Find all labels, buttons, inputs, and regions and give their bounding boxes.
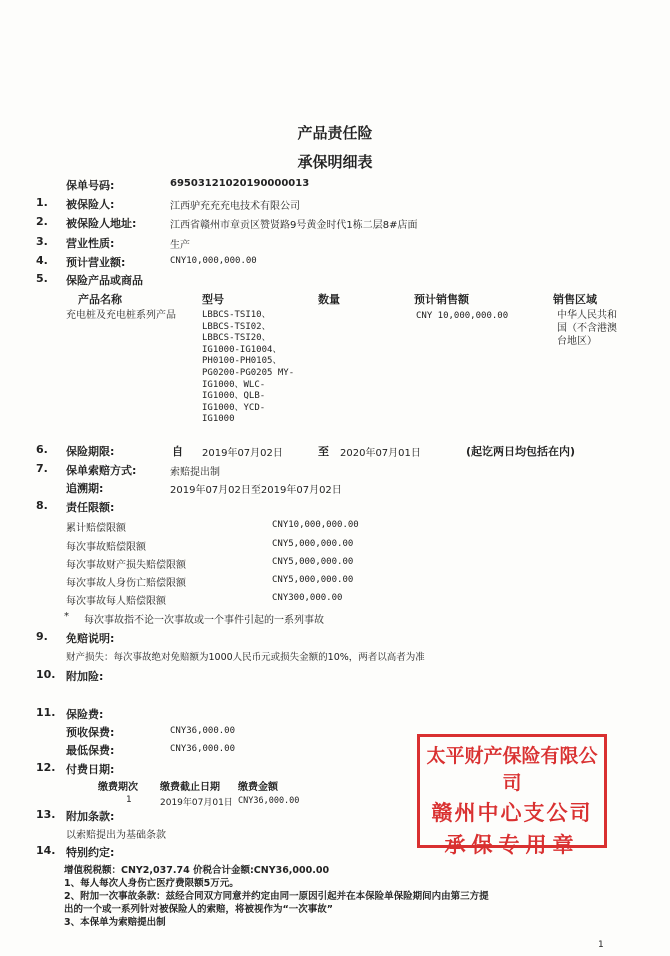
payment-cell-amount: CNY36,000.00 bbox=[238, 796, 300, 806]
special-line: 1、每人每次人身伤亡医疗费限额5万元。 bbox=[64, 878, 239, 889]
period-to-date: 2020年07月01日 bbox=[340, 448, 421, 459]
products-header-region: 销售区域 bbox=[553, 293, 597, 306]
products-header-model: 型号 bbox=[202, 293, 224, 306]
period-from-date: 2019年07月02日 bbox=[202, 448, 283, 459]
business-value: 生产 bbox=[170, 240, 190, 251]
policy-no-label: 保单号码: bbox=[66, 179, 115, 192]
item-7-num: 7. bbox=[36, 462, 48, 475]
product-model-item: PH0100-PH0105、 bbox=[202, 356, 282, 367]
payment-header-amount: 缴费金额 bbox=[238, 782, 278, 793]
payment-header-period: 缴费期次 bbox=[98, 782, 138, 793]
period-to-word: 至 bbox=[318, 445, 329, 458]
claims-basis-label: 保单索赔方式: bbox=[66, 464, 137, 477]
policy-no-value: 69503121020190000013 bbox=[170, 178, 310, 189]
deductible-label: 免赔说明: bbox=[66, 632, 115, 645]
deductible-text: 财产损失：每次事故绝对免赔额为1000人民币元或损失金额的10%，两者以高者为准 bbox=[66, 652, 425, 663]
limit-row-value: CNY10,000,000.00 bbox=[272, 520, 359, 530]
item-14-num: 14. bbox=[36, 844, 56, 857]
business-label: 营业性质: bbox=[66, 237, 115, 250]
limit-row-name: 每次事故人身伤亡赔偿限额 bbox=[66, 578, 186, 589]
payment-header-due: 缴费截止日期 bbox=[160, 782, 220, 793]
product-model-item: LBBCS-TSI02、 bbox=[202, 321, 271, 332]
special-line: 增值税税额：CNY2,037.74 价税合计金额:CNY36,000.00 bbox=[64, 865, 330, 876]
product-model-item: IG1000、WLC- bbox=[202, 379, 266, 390]
item-4-num: 4. bbox=[36, 254, 48, 267]
product-model-item: IG1000、QLB- bbox=[202, 391, 266, 402]
turnover-label: 预计营业额: bbox=[66, 256, 126, 269]
address-value: 江西省赣州市章贡区赞贤路9号黄金时代1栋二层8#店面 bbox=[170, 220, 418, 231]
payment-cell-period: 1 bbox=[126, 795, 132, 805]
product-models bbox=[202, 310, 294, 426]
products-label: 保险产品或商品 bbox=[66, 274, 143, 287]
payment-cell-due: 2019年07月01日 bbox=[160, 798, 233, 808]
page-number: 1 bbox=[598, 940, 604, 950]
special-line: 3、本保单为索赔提出制 bbox=[64, 917, 166, 928]
item-13-num: 13. bbox=[36, 808, 56, 821]
stamp-line-branch: 赣州中心支公司 bbox=[431, 800, 593, 825]
limit-row-name: 每次事故每人赔偿限额 bbox=[66, 596, 166, 607]
claims-basis-value: 索赔提出制 bbox=[170, 467, 220, 478]
premium-min-value: CNY36,000.00 bbox=[170, 744, 236, 754]
product-model-item: IG1000-IG1004、 bbox=[202, 344, 282, 355]
product-region: 中华人民共和国（不含港澳台地区） bbox=[557, 310, 617, 347]
premium-deposit-label: 预收保费: bbox=[66, 726, 115, 739]
limit-row-name: 每次事故财产损失赔偿限额 bbox=[66, 560, 186, 571]
limit-row-name: 每次事故赔偿限额 bbox=[66, 542, 146, 553]
retro-label: 追溯期: bbox=[66, 482, 104, 495]
premium-label: 保险费: bbox=[66, 708, 104, 721]
clauses-text: 以索赔提出为基础条款 bbox=[66, 830, 166, 841]
clauses-label: 附加条款: bbox=[66, 810, 115, 823]
item-2-num: 2. bbox=[36, 215, 48, 228]
product-model-item: LBBCS-TSI20、 bbox=[202, 333, 271, 344]
product-model-item: PG0200-PG0205 MY- bbox=[202, 367, 295, 378]
address-label: 被保险人地址: bbox=[66, 217, 137, 230]
additional-label: 附加险: bbox=[66, 670, 104, 683]
product-model-item: IG1000 bbox=[202, 414, 235, 425]
page-title: 产品责任险 bbox=[297, 124, 373, 142]
period-note: (起讫两日均包括在内) bbox=[466, 445, 576, 458]
special-label: 特别约定: bbox=[66, 846, 115, 859]
item-9-num: 9. bbox=[36, 630, 48, 643]
product-model-item: IG1000、YCD- bbox=[202, 402, 266, 413]
premium-min-label: 最低保费: bbox=[66, 744, 115, 757]
limit-row-value: CNY5,000,000.00 bbox=[272, 557, 354, 567]
item-12-num: 12. bbox=[36, 761, 56, 774]
products-header-sales: 预计销售额 bbox=[414, 293, 469, 306]
item-3-num: 3. bbox=[36, 235, 48, 248]
insured-value: 江西驴充充充电技术有限公司 bbox=[170, 201, 300, 212]
company-seal-stamp bbox=[417, 734, 607, 857]
item-11-num: 11. bbox=[36, 706, 56, 719]
item-6-num: 6. bbox=[36, 443, 48, 456]
product-name: 充电桩及充电桩系列产品 bbox=[66, 310, 176, 321]
products-header-name: 产品名称 bbox=[78, 293, 122, 306]
limits-label: 责任限额: bbox=[66, 501, 115, 514]
limit-row-value: CNY5,000,000.00 bbox=[272, 539, 354, 549]
premium-deposit-value: CNY36,000.00 bbox=[170, 726, 236, 736]
insured-label: 被保险人: bbox=[66, 198, 115, 211]
special-line: 2、附加一次事故条款：兹经合同双方同意并约定由同一原因引起并在本保险单保险期间内由第三方提 bbox=[64, 891, 489, 902]
retro-value: 2019年07月02日至2019年07月02日 bbox=[170, 485, 342, 496]
stamp-line-purpose: 承保专用章 bbox=[444, 832, 580, 857]
item-10-num: 10. bbox=[36, 668, 56, 681]
limit-row-value: CNY5,000,000.00 bbox=[272, 575, 354, 585]
product-sales: CNY 10,000,000.00 bbox=[416, 311, 509, 321]
limits-footnote: 每次事故指不论一次事故或一个事件引起的一系列事故 bbox=[84, 615, 324, 626]
period-from-word: 自 bbox=[172, 445, 183, 458]
product-model-item: LBBCS-TSI10、 bbox=[202, 310, 271, 320]
limit-row-value: CNY300,000.00 bbox=[272, 593, 343, 603]
limits-footnote-mark: * bbox=[64, 611, 69, 622]
special-line: 出的一个或一系列针对被保险人的索赔，将被视作为“一次事故” bbox=[64, 904, 333, 915]
products-header-qty: 数量 bbox=[318, 293, 340, 306]
item-8-num: 8. bbox=[36, 499, 48, 512]
stamp-line-company: 太平财产保险有限公司 bbox=[426, 745, 598, 794]
turnover-value: CNY10,000,000.00 bbox=[170, 256, 257, 266]
item-1-num: 1. bbox=[36, 196, 48, 209]
payment-label: 付费日期: bbox=[66, 763, 115, 776]
page-subtitle: 承保明细表 bbox=[297, 153, 373, 171]
limit-row-name: 累计赔偿限额 bbox=[66, 523, 126, 534]
item-5-num: 5. bbox=[36, 272, 48, 285]
period-label: 保险期限: bbox=[66, 445, 115, 458]
